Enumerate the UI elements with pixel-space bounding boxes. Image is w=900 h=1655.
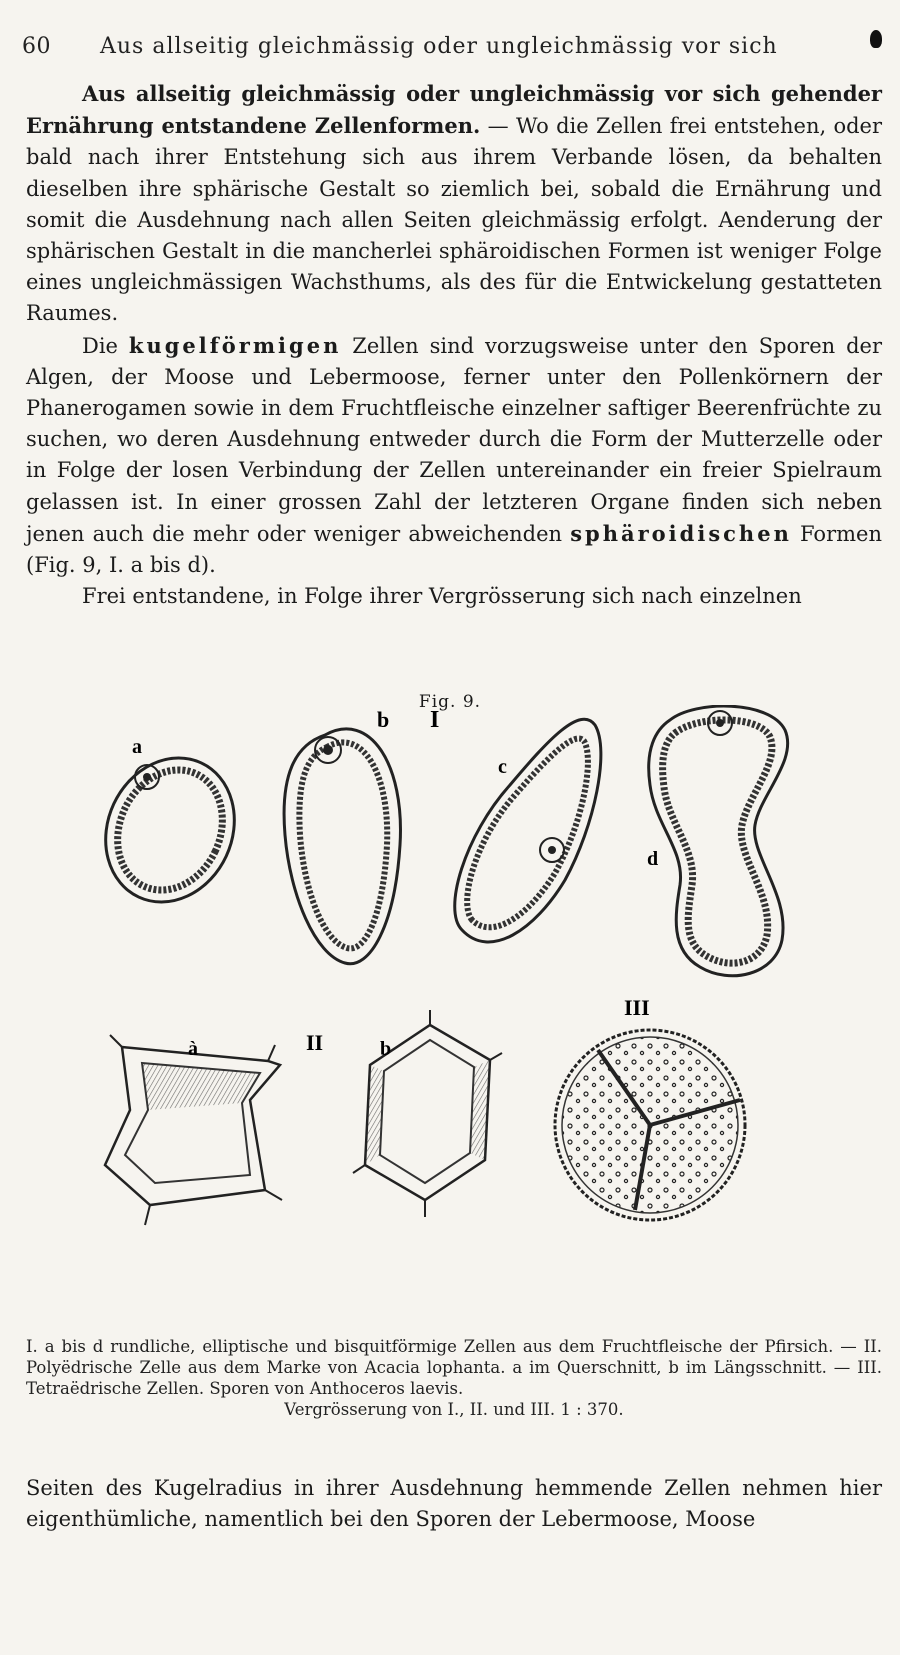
label-group-III: III: [624, 995, 650, 1020]
figure-caption: [26, 1336, 882, 1420]
paragraph-1-text: — Wo die Zellen frei entstehen, oder bald nach ihrer Entstehung sich aus ihrem Verbande lösen, da behalten dieselben ihre sphärische Gestalt so ziemlich bei, sobald die Ernährung und somit die Ausdehnung nach allen Seiten gleichmässig erfolgt. Aenderung der sphärischen Gestalt in die mancherlei sphäroidischen Formen ist weniger Folge eines ungleichmässigen Wachsthums, als des für die Entwickelung gestatteten Raumes.: [26, 114, 883, 326]
label-d: d: [647, 848, 659, 870]
text-block-bottom: [26, 1473, 882, 1535]
paragraph-2: [26, 330, 882, 582]
paragraph-2-text: Zellen sind vorzugsweise unter den Sporen der Algen, der Moose und Lebermoose, ferner unter den Pollenkörnern der Phanerogamen sowie in dem Fruchtfleische einzelner saftiger Beerenfrüchte zu suchen, wo deren Ausdehnung entweder durch die Form der Mutterzelle oder in Folge der losen Verbindung der Zellen untereinander ein freier Spielraum gelassen ist. In einer grossen Zahl der letzteren Organe finden sich neben jenen auch die mehr oder weniger abweichenden: [26, 333, 882, 546]
paragraph-2-lead: Die: [82, 333, 129, 358]
figure-title: Fig. 9.: [418, 692, 482, 712]
text-block-top: [26, 78, 882, 612]
cell-c-elongated: [455, 719, 601, 942]
caption-magnification: Vergrösserung von I., II. und III. 1 : 370.: [284, 1400, 624, 1419]
page-header: [22, 30, 882, 70]
running-title: Aus allseitig gleichmässig oder ungleichmässig vor sich: [100, 34, 778, 59]
caption-main: I. a bis d rundliche, elliptische und bisquitförmige Zellen aus dem Fruchtfleische der Pfirsich. — II. Polyëdrische Zelle aus dem Marke von Acacia lophanta. a im Querschnitt, b im Längsschnitt. — III. Tetraëdrische Zellen. Sporen von Anthoceros laevis.: [26, 1337, 882, 1398]
label-a-accent: à: [188, 1038, 198, 1060]
ink-blot-mark: [870, 30, 882, 48]
cell-a-round: [83, 737, 258, 924]
page-number: 60: [22, 34, 51, 59]
figure-9-illustration: [70, 705, 870, 1310]
label-group-I: I: [430, 707, 440, 733]
label-c: c: [498, 756, 507, 778]
tetrahedral-spore: [555, 1030, 745, 1220]
label-b-2: b: [380, 1038, 392, 1060]
cell-b-elliptic: [284, 729, 400, 964]
label-a: a: [132, 736, 142, 758]
term-kugelfoermig: kugelförmigen: [128, 332, 342, 358]
polyhedral-cell-longitudinal-section: [353, 1010, 502, 1217]
polyhedral-cell-cross-section: [105, 1035, 282, 1225]
term-sphaeroidisch: sphäroidischen: [570, 520, 792, 546]
paragraph-3: Frei entstandene, in Folge ihrer Vergrösserung sich nach einzelnen: [82, 584, 802, 609]
paragraph-4: Seiten des Kugelradius in ihrer Ausdehnung hemmende Zellen nehmen hier eigenthümliche, namentlich bei den Sporen der Lebermoose, Moose: [26, 1476, 882, 1532]
paragraph-1: [26, 78, 882, 330]
label-group-II: II: [306, 1030, 324, 1055]
label-b: b: [377, 707, 390, 732]
paragraph-2-tail: Formen (Fig. 9, I. a bis d).: [26, 521, 882, 578]
cell-d-biscuit: [649, 706, 788, 976]
section-heading: Aus allseitig gleichmässig oder ungleichmässig vor sich gehender Ernährung entstandene Zellenformen.: [26, 81, 882, 139]
